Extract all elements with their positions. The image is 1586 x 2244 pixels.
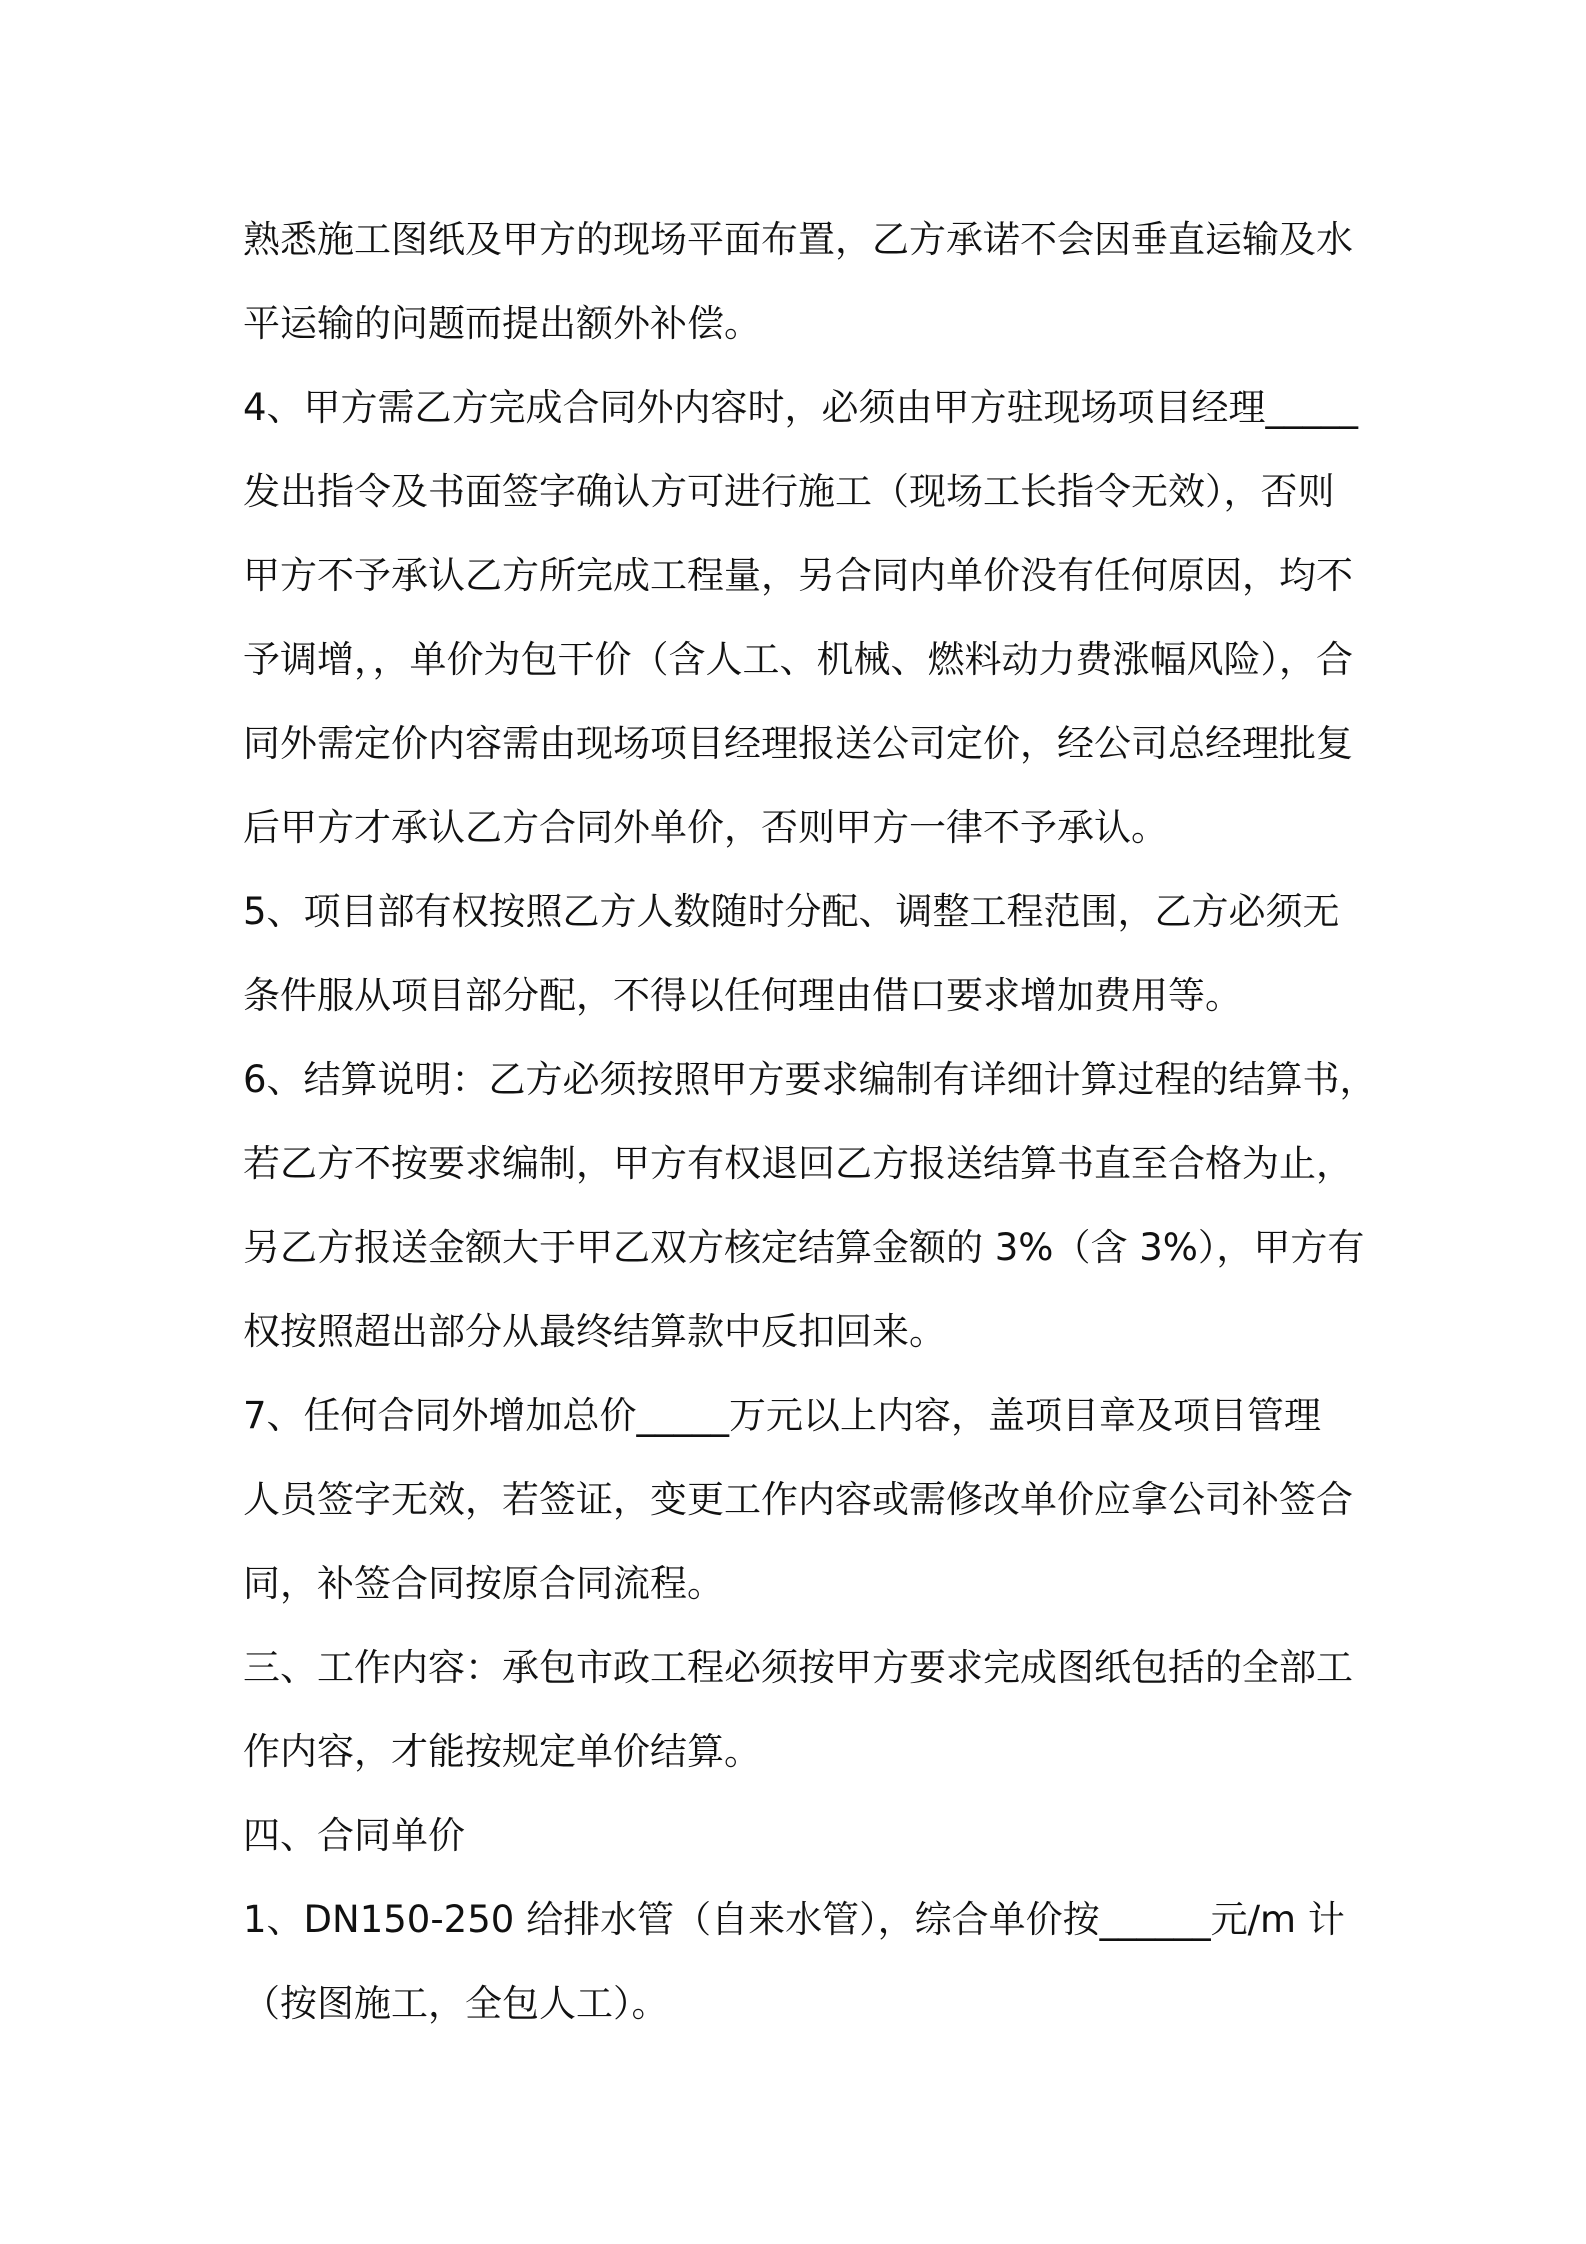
section-heading: 四、合同单价 [243,1814,465,1857]
paragraph-line: 1、DN150-250 给排水管（自来水管），综合单价按______元/m 计 [243,1898,1345,1941]
paragraph-line: 同外需定价内容需由现场项目经理报送公司定价，经公司总经理批复 [243,722,1353,765]
paragraph-line: 甲方不予承认乙方所完成工程量，另合同内单价没有任何原因，均不 [243,554,1353,597]
paragraph-line: 4、甲方需乙方完成合同外内容时，必须由甲方驻现场项目经理_____ [243,386,1359,429]
section-heading-line: 三、工作内容：承包市政工程必须按甲方要求完成图纸包括的全部工 [243,1646,1353,1689]
paragraph-line: 权按照超出部分从最终结算款中反扣回来。 [243,1310,946,1353]
paragraph-line: 7、任何合同外增加总价_____万元以上内容，盖项目章及项目管理 [243,1394,1322,1437]
paragraph-line: 人员签字无效，若签证，变更工作内容或需修改单价应拿公司补签合 [243,1478,1353,1521]
paragraph-line: 熟悉施工图纸及甲方的现场平面布置，乙方承诺不会因垂直运输及水 [243,218,1353,261]
paragraph-line: 作内容，才能按规定单价结算。 [243,1730,761,1773]
paragraph-line: 6、结算说明：乙方必须按照甲方要求编制有详细计算过程的结算书， [243,1058,1377,1101]
document-body [243,198,1377,2046]
paragraph-line: 平运输的问题而提出额外补偿。 [243,302,761,345]
paragraph-line: 条件服从项目部分配，不得以任何理由借口要求增加费用等。 [243,974,1242,1017]
paragraph-line: 5、项目部有权按照乙方人数随时分配、调整工程范围，乙方必须无 [243,890,1340,933]
paragraph-line: （按图施工，全包人工）。 [243,1982,669,2025]
paragraph-line: 予调增，，单价为包干价（含人工、机械、燃料动力费涨幅风险），合 [243,638,1353,681]
paragraph-line: 同，补签合同按原合同流程。 [243,1562,724,1605]
paragraph-line: 另乙方报送金额大于甲乙双方核定结算金额的 3%（含 3%），甲方有 [243,1226,1365,1269]
paragraph-line: 后甲方才承认乙方合同外单价，否则甲方一律不予承认。 [243,806,1168,849]
paragraph-line: 若乙方不按要求编制，甲方有权退回乙方报送结算书直至合格为止， [243,1142,1353,1185]
paragraph-line: 发出指令及书面签字确认方可进行施工（现场工长指令无效），否则 [243,470,1335,513]
